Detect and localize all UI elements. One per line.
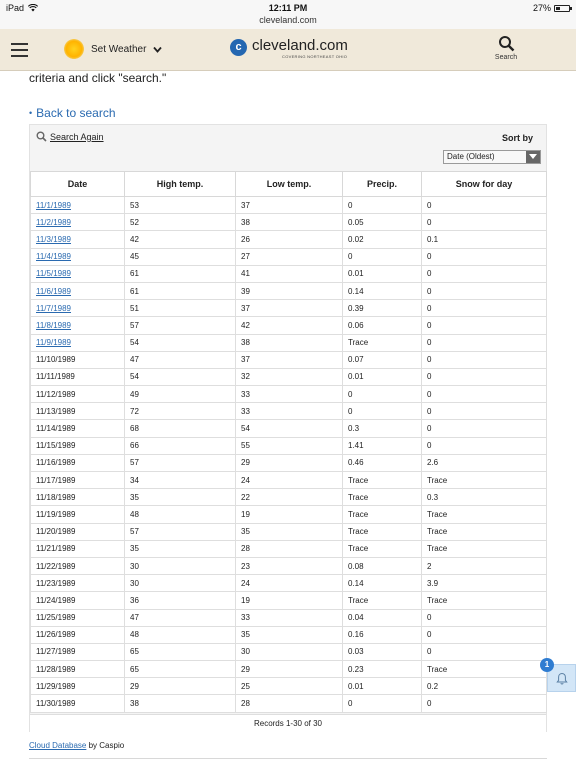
menu-bar — [11, 49, 28, 51]
set-weather-label: Set Weather — [91, 43, 147, 55]
snow-cell: 0 — [422, 626, 547, 643]
table-row — [31, 214, 547, 231]
precip-cell: 0.23 — [343, 661, 422, 678]
precip-cell: 0 — [343, 695, 422, 712]
table-row — [31, 351, 547, 368]
precip-cell: 0.3 — [343, 420, 422, 437]
precip-cell: 0.01 — [343, 265, 422, 282]
precip-cell: 0.05 — [343, 214, 422, 231]
table-row — [31, 265, 547, 282]
low-cell: 32 — [236, 368, 343, 385]
snow-cell: 0 — [422, 609, 547, 626]
table-row — [31, 420, 547, 437]
date-cell — [31, 334, 125, 351]
search-again-label: Search Again — [50, 131, 104, 142]
snow-cell: Trace — [422, 472, 547, 489]
high-cell: 47 — [125, 609, 236, 626]
device-name: iPad — [6, 3, 25, 13]
high-cell: 49 — [125, 386, 236, 403]
bullet-icon: • — [29, 108, 33, 118]
date-cell: 11/26/1989 — [31, 626, 125, 643]
date-link[interactable]: 11/6/1989 — [36, 286, 71, 296]
high-cell: 48 — [125, 506, 236, 523]
divider — [29, 758, 547, 759]
table-row — [31, 678, 547, 695]
table-body — [31, 197, 547, 713]
precip-cell: 0 — [343, 248, 422, 265]
snow-cell: Trace — [422, 506, 547, 523]
table-row — [31, 403, 547, 420]
precip-cell: 0.01 — [343, 678, 422, 695]
low-cell: 23 — [236, 557, 343, 574]
table-row — [31, 317, 547, 334]
high-cell: 65 — [125, 661, 236, 678]
column-header: Low temp. — [236, 172, 343, 197]
low-cell: 28 — [236, 695, 343, 712]
precip-cell: 0.14 — [343, 282, 422, 299]
low-cell: 54 — [236, 420, 343, 437]
status-bar — [0, 0, 576, 29]
high-cell: 57 — [125, 454, 236, 471]
table-row — [31, 197, 547, 214]
logo-tagline: COVERING NORTHEAST OHIO — [282, 54, 348, 59]
date-cell: 11/22/1989 — [31, 557, 125, 574]
low-cell: 37 — [236, 351, 343, 368]
table-row — [31, 472, 547, 489]
snow-cell: 0 — [422, 197, 547, 214]
dropdown-arrow-icon — [526, 151, 540, 163]
low-cell: 33 — [236, 403, 343, 420]
low-cell: 33 — [236, 386, 343, 403]
low-cell: 29 — [236, 454, 343, 471]
date-cell: 11/24/1989 — [31, 592, 125, 609]
date-cell — [31, 197, 125, 214]
precip-cell: 0 — [343, 197, 422, 214]
snow-cell: 0 — [422, 214, 547, 231]
low-cell: 30 — [236, 643, 343, 660]
low-cell: 37 — [236, 300, 343, 317]
logo-mark-icon: c — [230, 39, 247, 56]
precip-cell: 0.46 — [343, 454, 422, 471]
sort-select-value: Date (Oldest) — [447, 152, 495, 161]
low-cell: 26 — [236, 231, 343, 248]
set-weather-button[interactable] — [64, 39, 162, 59]
table-row — [31, 523, 547, 540]
precip-cell: 0.39 — [343, 300, 422, 317]
precip-cell: 0.06 — [343, 317, 422, 334]
footer-credit — [29, 741, 124, 750]
column-header: Snow for day — [422, 172, 547, 197]
high-cell: 57 — [125, 523, 236, 540]
high-cell: 34 — [125, 472, 236, 489]
table-row — [31, 592, 547, 609]
high-cell: 47 — [125, 351, 236, 368]
precip-cell: 0 — [343, 386, 422, 403]
high-cell: 52 — [125, 214, 236, 231]
snow-cell: Trace — [422, 540, 547, 557]
date-cell: 11/23/1989 — [31, 575, 125, 592]
precip-cell: 0.07 — [343, 351, 422, 368]
precip-cell: 0 — [343, 403, 422, 420]
high-cell: 29 — [125, 678, 236, 695]
table-row — [31, 575, 547, 592]
snow-cell: 2.6 — [422, 454, 547, 471]
back-to-search-label: Back to search — [36, 106, 116, 120]
back-to-search-link[interactable] — [29, 106, 116, 120]
notification-badge: 1 — [540, 658, 554, 672]
high-cell: 54 — [125, 368, 236, 385]
sort-by-label: Sort by — [501, 133, 533, 143]
low-cell: 25 — [236, 678, 343, 695]
low-cell: 55 — [236, 437, 343, 454]
cleveland-logo[interactable] — [230, 37, 350, 63]
battery-percent: 27% — [532, 3, 551, 13]
date-cell: 11/14/1989 — [31, 420, 125, 437]
battery-icon — [554, 5, 570, 12]
results-panel — [29, 124, 547, 732]
date-cell: 11/16/1989 — [31, 454, 125, 471]
date-cell: 11/20/1989 — [31, 523, 125, 540]
date-link[interactable]: 11/9/1989 — [36, 338, 71, 348]
snow-cell: 0 — [422, 248, 547, 265]
table-row — [31, 540, 547, 557]
table-row — [31, 334, 547, 351]
high-cell: 54 — [125, 334, 236, 351]
snow-cell: 0 — [422, 368, 547, 385]
snow-cell: 0 — [422, 334, 547, 351]
table-row — [31, 643, 547, 660]
date-cell: 11/30/1989 — [31, 695, 125, 712]
date-link[interactable]: 11/4/1989 — [36, 252, 71, 262]
precip-cell: 0.04 — [343, 609, 422, 626]
low-cell: 35 — [236, 523, 343, 540]
footer-suffix: by Caspio — [86, 741, 125, 750]
snow-cell: Trace — [422, 661, 547, 678]
precip-cell: 0.08 — [343, 557, 422, 574]
low-cell: 29 — [236, 661, 343, 678]
low-cell: 22 — [236, 489, 343, 506]
date-cell: 11/29/1989 — [31, 678, 125, 695]
snow-cell: 3.9 — [422, 575, 547, 592]
snow-cell: 0.3 — [422, 489, 547, 506]
snow-cell: 0 — [422, 403, 547, 420]
date-cell — [31, 317, 125, 334]
high-cell: 66 — [125, 437, 236, 454]
low-cell: 39 — [236, 282, 343, 299]
precip-cell: Trace — [343, 592, 422, 609]
low-cell: 38 — [236, 214, 343, 231]
table-row — [31, 695, 547, 712]
status-right — [533, 3, 570, 13]
snow-cell: 0 — [422, 317, 547, 334]
snow-cell: 0 — [422, 351, 547, 368]
menu-bar — [11, 43, 28, 45]
low-cell: 37 — [236, 197, 343, 214]
sun-icon — [64, 39, 84, 59]
date-cell: 11/12/1989 — [31, 386, 125, 403]
sort-select[interactable] — [443, 150, 541, 164]
site-header — [0, 29, 576, 71]
date-cell: 11/18/1989 — [31, 489, 125, 506]
precip-cell: 1.41 — [343, 437, 422, 454]
search-again-link[interactable] — [36, 131, 104, 142]
date-link[interactable]: 11/5/1989 — [36, 269, 71, 279]
table-row — [31, 300, 547, 317]
low-cell: 28 — [236, 540, 343, 557]
low-cell: 38 — [236, 334, 343, 351]
low-cell: 24 — [236, 472, 343, 489]
high-cell: 38 — [125, 695, 236, 712]
high-cell: 42 — [125, 231, 236, 248]
table-row — [31, 368, 547, 385]
high-cell: 72 — [125, 403, 236, 420]
magnifier-icon — [36, 131, 47, 142]
low-cell: 41 — [236, 265, 343, 282]
intro-text: criteria and click "search." — [29, 71, 167, 85]
table-row — [31, 248, 547, 265]
table-header-row — [31, 172, 547, 197]
low-cell: 27 — [236, 248, 343, 265]
table-row — [31, 557, 547, 574]
snow-cell: 0 — [422, 695, 547, 712]
hamburger-menu-icon[interactable] — [11, 43, 28, 57]
high-cell: 30 — [125, 575, 236, 592]
battery-nub — [570, 7, 572, 10]
date-cell: 11/13/1989 — [31, 403, 125, 420]
low-cell: 35 — [236, 626, 343, 643]
high-cell: 68 — [125, 420, 236, 437]
table-row — [31, 386, 547, 403]
date-cell: 11/10/1989 — [31, 351, 125, 368]
date-link[interactable]: 11/2/1989 — [36, 217, 71, 227]
table-row — [31, 231, 547, 248]
results-table — [30, 171, 547, 713]
date-cell — [31, 231, 125, 248]
table-row — [31, 454, 547, 471]
status-time: 12:11 PM — [268, 3, 308, 13]
date-cell — [31, 282, 125, 299]
snow-cell: 0 — [422, 643, 547, 660]
column-header: High temp. — [125, 172, 236, 197]
high-cell: 48 — [125, 626, 236, 643]
table-row — [31, 489, 547, 506]
records-count: Records 1-30 of 30 — [30, 714, 546, 732]
table-row — [31, 626, 547, 643]
snow-cell: 0 — [422, 282, 547, 299]
date-cell — [31, 300, 125, 317]
chevron-down-icon — [153, 45, 162, 54]
high-cell: 45 — [125, 248, 236, 265]
low-cell: 42 — [236, 317, 343, 334]
date-link[interactable]: 11/1/1989 — [36, 200, 71, 210]
date-cell: 11/19/1989 — [31, 506, 125, 523]
high-cell: 65 — [125, 643, 236, 660]
table-row — [31, 506, 547, 523]
high-cell: 35 — [125, 540, 236, 557]
magnifier-icon — [498, 35, 515, 52]
snow-cell: Trace — [422, 592, 547, 609]
date-cell: 11/17/1989 — [31, 472, 125, 489]
snow-cell: 0 — [422, 386, 547, 403]
table-row — [31, 609, 547, 626]
low-cell: 33 — [236, 609, 343, 626]
date-cell: 11/21/1989 — [31, 540, 125, 557]
snow-cell: 0.2 — [422, 678, 547, 695]
precip-cell: 0.01 — [343, 368, 422, 385]
high-cell: 51 — [125, 300, 236, 317]
precip-cell: 0.16 — [343, 626, 422, 643]
precip-cell: Trace — [343, 489, 422, 506]
precip-cell: Trace — [343, 523, 422, 540]
bell-icon — [556, 672, 568, 685]
precip-cell: Trace — [343, 472, 422, 489]
high-cell: 61 — [125, 265, 236, 282]
snow-cell: 0 — [422, 420, 547, 437]
snow-cell: Trace — [422, 523, 547, 540]
date-cell: 11/25/1989 — [31, 609, 125, 626]
high-cell: 53 — [125, 197, 236, 214]
high-cell: 36 — [125, 592, 236, 609]
date-link[interactable]: 11/7/1989 — [36, 303, 71, 313]
date-cell — [31, 248, 125, 265]
date-cell: 11/27/1989 — [31, 643, 125, 660]
precip-cell: 0.03 — [343, 643, 422, 660]
snow-cell: 0 — [422, 265, 547, 282]
high-cell: 57 — [125, 317, 236, 334]
battery-fill — [556, 7, 560, 10]
snow-cell: 0 — [422, 300, 547, 317]
precip-cell: 0.02 — [343, 231, 422, 248]
low-cell: 19 — [236, 592, 343, 609]
table-row — [31, 282, 547, 299]
high-cell: 30 — [125, 557, 236, 574]
date-cell: 11/11/1989 — [31, 368, 125, 385]
precip-cell: Trace — [343, 540, 422, 557]
date-cell — [31, 265, 125, 282]
low-cell: 24 — [236, 575, 343, 592]
table-row — [31, 661, 547, 678]
menu-bar — [11, 55, 28, 57]
precip-cell: 0.14 — [343, 575, 422, 592]
table-row — [31, 437, 547, 454]
high-cell: 35 — [125, 489, 236, 506]
precip-cell: Trace — [343, 506, 422, 523]
cloud-database-link[interactable]: Cloud Database — [29, 741, 87, 750]
low-cell: 19 — [236, 506, 343, 523]
date-link[interactable]: 11/8/1989 — [36, 320, 71, 330]
snow-cell: 0 — [422, 437, 547, 454]
date-link[interactable]: 11/3/1989 — [36, 234, 71, 244]
column-header: Precip. — [343, 172, 422, 197]
date-cell — [31, 214, 125, 231]
precip-cell: Trace — [343, 334, 422, 351]
date-cell: 11/15/1989 — [31, 437, 125, 454]
header-search-label: Search — [494, 54, 518, 61]
header-search-button[interactable] — [491, 35, 521, 61]
snow-cell: 0.1 — [422, 231, 547, 248]
date-cell: 11/28/1989 — [31, 661, 125, 678]
high-cell: 61 — [125, 282, 236, 299]
snow-cell: 2 — [422, 557, 547, 574]
address-url[interactable]: cleveland.com — [259, 15, 317, 25]
logo-text: cleveland.com — [252, 37, 348, 54]
column-header: Date — [31, 172, 125, 197]
